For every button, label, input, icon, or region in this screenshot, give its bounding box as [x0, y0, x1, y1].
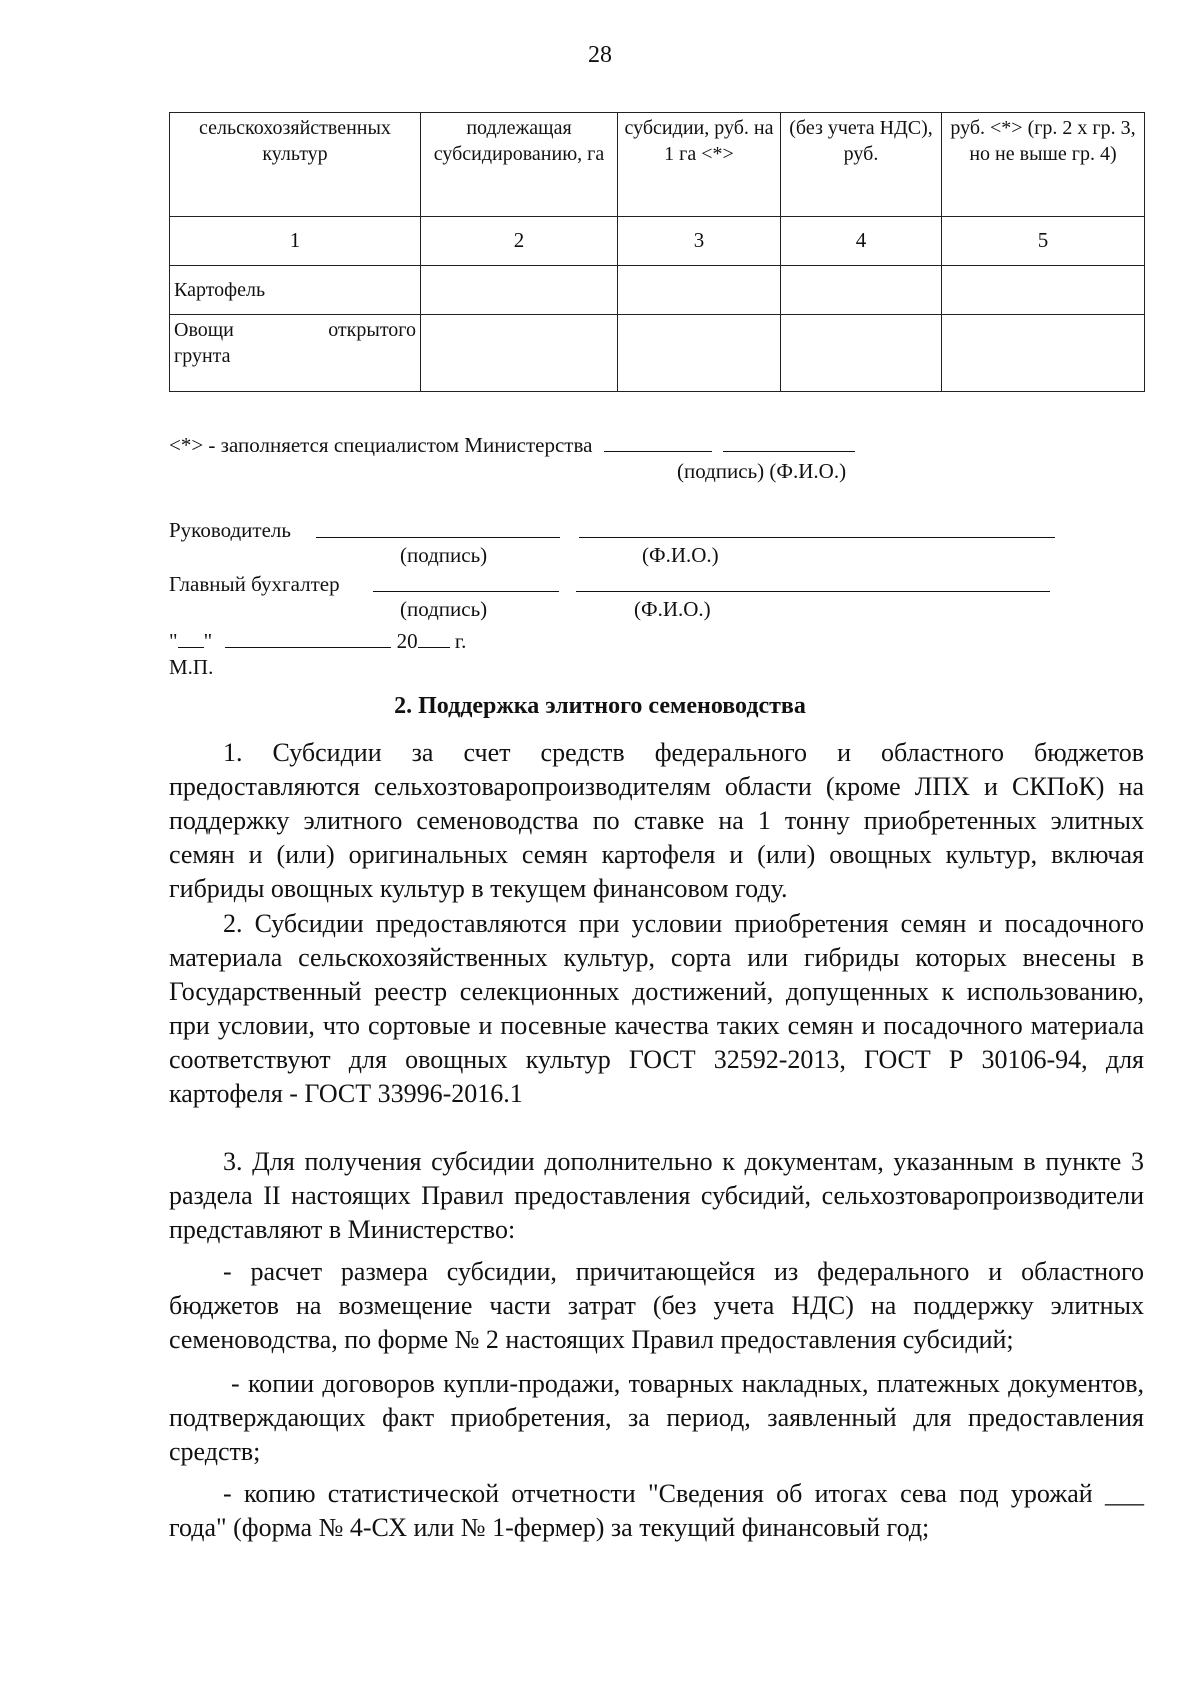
year-prefix: 20 — [396, 629, 418, 653]
empty-cell — [781, 315, 942, 392]
row-name-potato: Картофель — [170, 266, 421, 315]
accountant-name-line — [576, 591, 1050, 592]
column-number: 1 — [170, 217, 421, 266]
table-row — [170, 266, 1145, 315]
signature-line — [604, 431, 712, 452]
column-number: 5 — [942, 217, 1145, 266]
paragraph-6: - копию статистической отчетности "Сведения об итогах сева под урожай ___ года" (форма № 4-СХ или № 1-фермер) за текущий финансовый год; — [169, 1479, 1144, 1542]
paragraph-2: 2. Субсидии предоставляются при условии приобретения семян и посадочного материала сельскохозяйственных культур, сорта или гибриды которых внесены в Государственный реестр селекционных достижений, допущенных к использованию, при условии, что сортовые и посевные качества таких семян и посадочного материала соответствуют для овощных культур ГОСТ 32592-2013, ГОСТ Р 30106-94, для картофеля - ГОСТ 33996-2016.1 — [169, 909, 1144, 1108]
head-signature-line — [316, 537, 560, 538]
paragraph-5: - копии договоров купли-продажи, товарных накладных, платежных документов, подтверждающих факт приобретения, за период, заявленный для предоставления средств; — [169, 1369, 1144, 1466]
date-line — [169, 627, 466, 654]
empty-cell — [618, 315, 781, 392]
date-quote: " — [203, 629, 213, 653]
empty-cell — [421, 266, 618, 315]
row-name-vegetables — [170, 315, 421, 392]
head-name-caption: (Ф.И.О.) — [642, 543, 719, 567]
empty-cell — [618, 266, 781, 315]
header-cell-amount: руб. <*> (гр. 2 х гр. 3, но не выше гр. 4) — [942, 113, 1145, 217]
year-suffix: г. — [454, 629, 467, 653]
footnote-text: <*> - заполняется специалистом Министерства — [169, 433, 593, 457]
accountant-name-caption: (Ф.И.О.) — [634, 597, 711, 621]
name-line — [723, 431, 855, 452]
row-name-part: открытого — [328, 319, 416, 341]
header-cell-area: подлежащая субсидированию, га — [421, 113, 618, 217]
head-label: Руководитель — [169, 518, 291, 542]
row-name-part: Овощи — [174, 319, 234, 341]
paragraph-1: 1. Субсидии за счет средств федерального и областного бюджетов предоставляются сельхозтоваропроизводителям области (кроме ЛПХ и СКПоК) на поддержку элитного семеноводства по ставке на 1 тонну приобретенных элитных семян и (или) оригинальных семян картофеля и (или) овощных культур, включая гибриды овощных культур в текущем финансовом году. — [169, 738, 1144, 903]
year-blank — [418, 627, 450, 648]
table-header-row — [170, 113, 1145, 217]
row-name-part: грунта — [174, 345, 231, 368]
section-title: 2. Поддержка элитного семеноводства — [394, 693, 806, 719]
head-name-line — [579, 537, 1055, 538]
empty-cell — [942, 315, 1145, 392]
accountant-sign-caption: (подпись) — [400, 597, 488, 621]
table-row — [170, 315, 1145, 392]
head-sign-caption: (подпись) — [400, 543, 488, 567]
month-blank — [225, 627, 391, 648]
footnote-line — [169, 431, 855, 458]
paragraph-4: - расчет размера субсидии, причитающейся из федерального и областного бюджетов на возмещение части затрат (без учета НДС) на поддержку элитных семеноводства, по форме № 2 настоящих Правил предоставления субсидий; — [169, 1257, 1144, 1354]
accountant-signature-line — [373, 591, 559, 592]
paragraph-2-part-1 — [169, 907, 1144, 1111]
date-quote: " — [169, 629, 178, 653]
page-number: 28 — [588, 42, 612, 68]
header-cell-crops: сельскохозяйственных культур — [170, 113, 421, 217]
header-cell-costs: (без учета НДС), руб. — [781, 113, 942, 217]
accountant-label: Главный бухгалтер — [169, 572, 340, 596]
stamp-label: М.П. — [169, 655, 214, 679]
empty-cell — [942, 266, 1145, 315]
footnote-caption: (подпись) (Ф.И.О.) — [677, 459, 847, 483]
paragraph-3: 3. Для получения субсидии дополнительно к документам, указанным в пункте 3 раздела II настоящих Правил предоставления субсидий, сельхозтоваропроизводители представляют в Министерство: — [169, 1147, 1144, 1244]
empty-cell — [781, 266, 942, 315]
subsidy-table — [169, 112, 1145, 392]
column-number: 3 — [618, 217, 781, 266]
header-cell-rate: субсидии, руб. на 1 га <*> — [618, 113, 781, 217]
column-number: 4 — [781, 217, 942, 266]
day-blank — [178, 627, 204, 648]
column-number: 2 — [421, 217, 618, 266]
empty-cell — [421, 315, 618, 392]
table-number-row — [170, 217, 1145, 266]
